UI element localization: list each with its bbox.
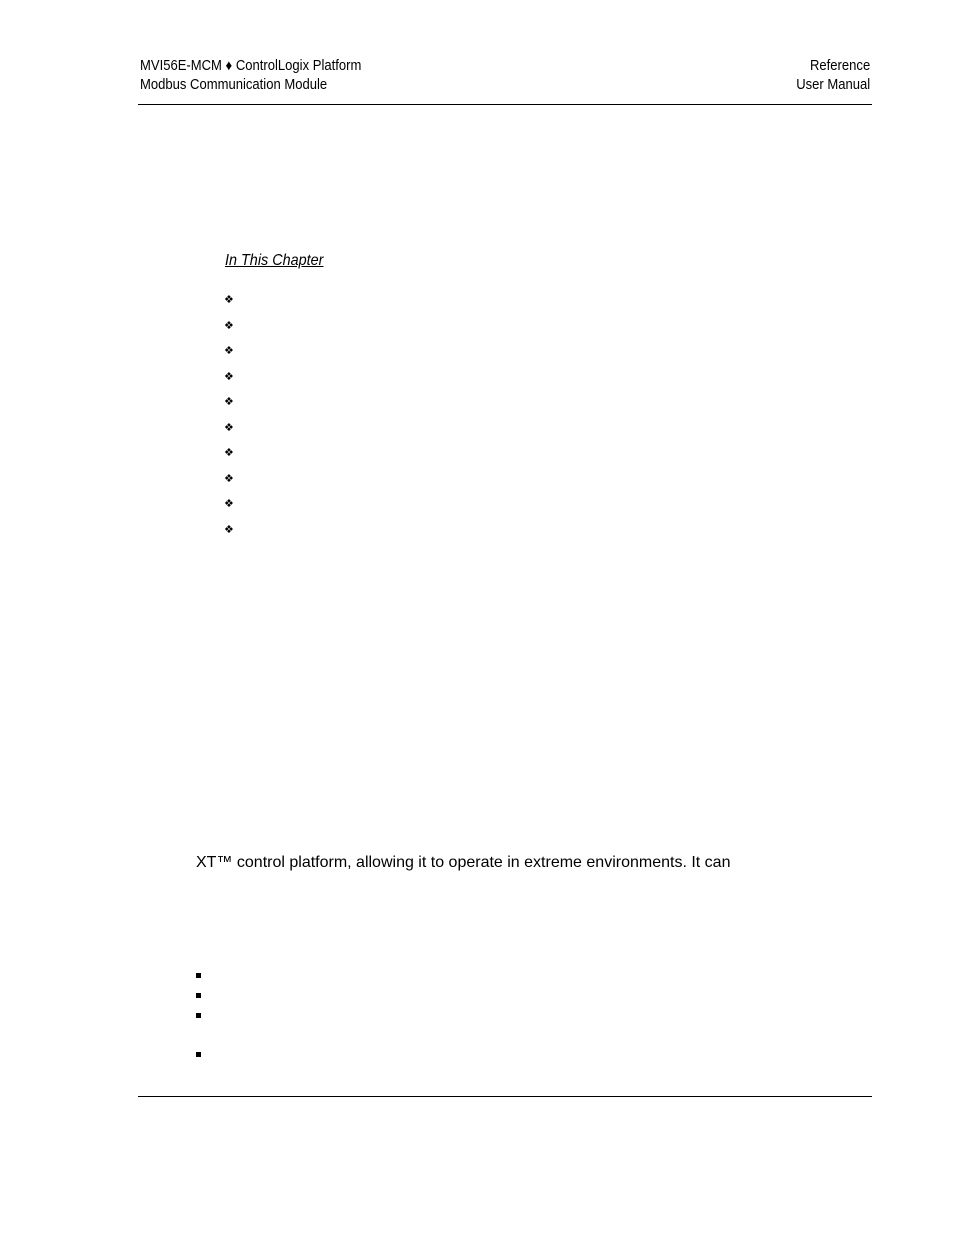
- header-section-name: Reference: [809, 58, 870, 74]
- diamond-bullet-icon: ❖: [224, 446, 234, 459]
- list-item: [224, 468, 236, 494]
- chapter-contents-heading: In This Chapter: [225, 252, 324, 269]
- header-product-title: MVI56E-MCM ♦ ControlLogix Platform: [140, 58, 362, 74]
- footer-divider: [138, 1096, 872, 1097]
- list-item: [196, 986, 206, 1006]
- list-item: [224, 340, 236, 366]
- body-paragraph: XT™ control platform, allowing it to operate in extreme environments. It can: [196, 854, 731, 871]
- list-item: [196, 966, 206, 986]
- diamond-bullet-icon: ❖: [224, 522, 234, 536]
- list-item: [224, 417, 236, 443]
- list-item: [224, 315, 236, 341]
- running-header-right: [796, 57, 870, 95]
- list-item: [224, 493, 236, 519]
- diamond-bullet-icon: ❖: [224, 344, 234, 357]
- diamond-bullet-icon: ❖: [224, 471, 234, 485]
- list-item: [224, 289, 236, 315]
- diamond-bullet-icon: ❖: [224, 318, 234, 332]
- square-bullet-icon: [196, 973, 201, 978]
- list-item: [224, 391, 236, 417]
- diamond-bullet-icon: ❖: [224, 369, 234, 383]
- list-item: [224, 366, 236, 392]
- diamond-bullet-icon: ❖: [224, 497, 234, 510]
- running-header-left: [140, 57, 361, 95]
- header-module-name: Modbus Communication Module: [140, 77, 328, 93]
- list-item: [224, 519, 236, 545]
- diamond-bullet-icon: ❖: [224, 420, 234, 434]
- square-bullet-icon: [196, 1052, 201, 1057]
- square-bullet-icon: [196, 1013, 201, 1018]
- header-divider: [138, 104, 872, 105]
- header-document-type: User Manual: [796, 77, 870, 93]
- list-item: [196, 1006, 206, 1026]
- square-bullet-icon: [196, 993, 201, 998]
- chapter-contents-list: [224, 289, 236, 544]
- diamond-bullet-icon: ❖: [224, 395, 234, 408]
- diamond-bullet-icon: ❖: [224, 293, 234, 306]
- list-item: [196, 1045, 206, 1065]
- list-item: [224, 442, 236, 468]
